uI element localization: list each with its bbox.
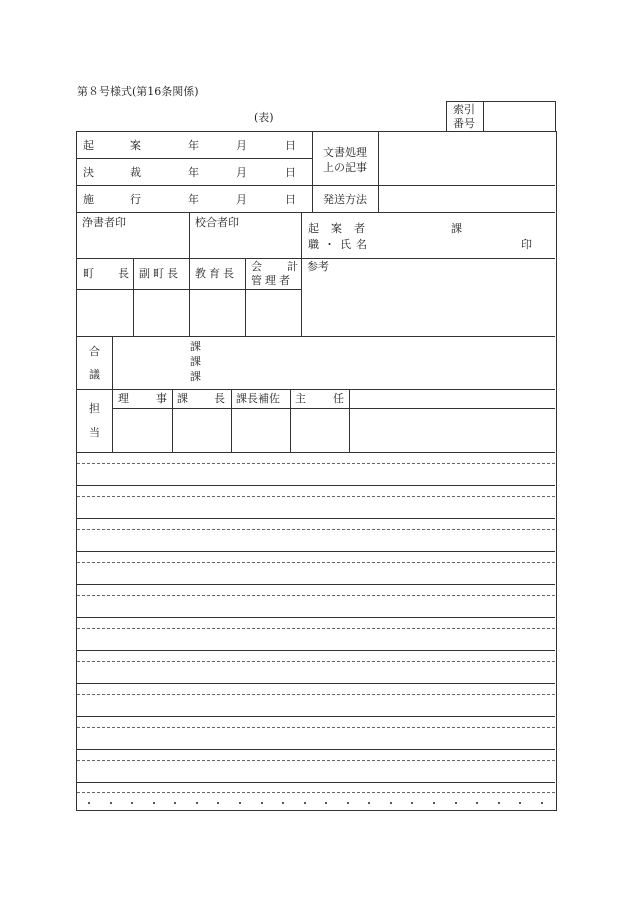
year-unit: 年 — [188, 193, 199, 206]
side-label: (表) — [254, 111, 274, 124]
index-number-value[interactable] — [484, 102, 554, 131]
accounting-label-char: 会 — [251, 260, 262, 273]
deputy-mayor-label: 副町長 — [139, 267, 181, 280]
charge-seal-box[interactable] — [232, 409, 289, 451]
date-label-char: 行 — [130, 193, 141, 206]
date-label-char: 決 — [83, 166, 94, 179]
reference-label: 参考 — [307, 260, 329, 273]
consultation-label-char: 議 — [89, 368, 100, 381]
mayor-label-char: 町 — [83, 267, 94, 280]
charge-role-char: 課 — [177, 392, 188, 405]
doc-processing-field[interactable] — [379, 132, 554, 185]
year-unit: 年 — [188, 166, 199, 179]
index-label-1: 索引 — [453, 103, 475, 116]
date-label-char: 裁 — [130, 166, 141, 179]
charge-seal-box[interactable] — [173, 409, 230, 451]
consultation-section-unit: 課 — [190, 340, 201, 353]
charge-label-char: 担 — [89, 402, 100, 415]
date-label-char: 案 — [130, 139, 141, 152]
send-method-field[interactable] — [379, 186, 554, 212]
drafter-label-char: 案 — [331, 222, 342, 235]
charge-role-label: 課長補佐 — [236, 392, 280, 405]
index-label-2: 番号 — [453, 117, 475, 130]
date-label-char: 起 — [83, 139, 94, 152]
year-unit: 年 — [188, 139, 199, 152]
drafter-seal-mark: 印 — [521, 238, 532, 251]
mayor-seal-box[interactable] — [78, 290, 132, 335]
accounting-manager-label: 管理者 — [251, 274, 293, 287]
send-method-label: 発送方法 — [323, 193, 367, 206]
consultation-section-unit: 課 — [190, 355, 201, 368]
charge-seal-box[interactable] — [113, 409, 171, 451]
doc-processing-label-2: 上の記事 — [323, 161, 367, 174]
consultation-label-char: 合 — [89, 345, 100, 358]
superintendent-label: 教育長 — [195, 267, 237, 280]
charge-label-char: 当 — [89, 426, 100, 439]
accounting-seal-box[interactable] — [246, 290, 300, 335]
charge-role-char: 主 — [295, 392, 306, 405]
mayor-label-char: 長 — [118, 267, 129, 280]
charge-role-char: 事 — [156, 392, 167, 405]
drafter-name-label: 職・氏名 — [308, 238, 372, 251]
doc-processing-label-1: 文書処理 — [323, 146, 367, 159]
proofreader-seal-label: 校合者印 — [195, 216, 239, 229]
month-unit: 月 — [236, 139, 247, 152]
charge-seal-box[interactable] — [291, 409, 348, 451]
superintendent-seal-box[interactable] — [190, 290, 244, 335]
month-unit: 月 — [236, 193, 247, 206]
reference-field[interactable] — [302, 272, 554, 335]
day-unit: 日 — [285, 193, 296, 206]
day-unit: 日 — [285, 139, 296, 152]
clean-copy-seal-label: 浄書者印 — [82, 216, 126, 229]
day-unit: 日 — [285, 166, 296, 179]
form-title: 第８号様式(第16条関係) — [77, 85, 199, 98]
consultation-section-unit: 課 — [190, 370, 201, 383]
drafter-label-char: 起 — [308, 222, 319, 235]
deputy-mayor-seal-box[interactable] — [134, 290, 188, 335]
charge-role-char: 理 — [118, 392, 129, 405]
drafter-label-char: 者 — [354, 222, 365, 235]
accounting-label-char: 計 — [287, 260, 298, 273]
charge-role-char: 長 — [214, 392, 225, 405]
drafter-section-unit: 課 — [451, 222, 462, 235]
date-label-char: 施 — [83, 193, 94, 206]
charge-role-char: 任 — [333, 392, 344, 405]
month-unit: 月 — [236, 166, 247, 179]
